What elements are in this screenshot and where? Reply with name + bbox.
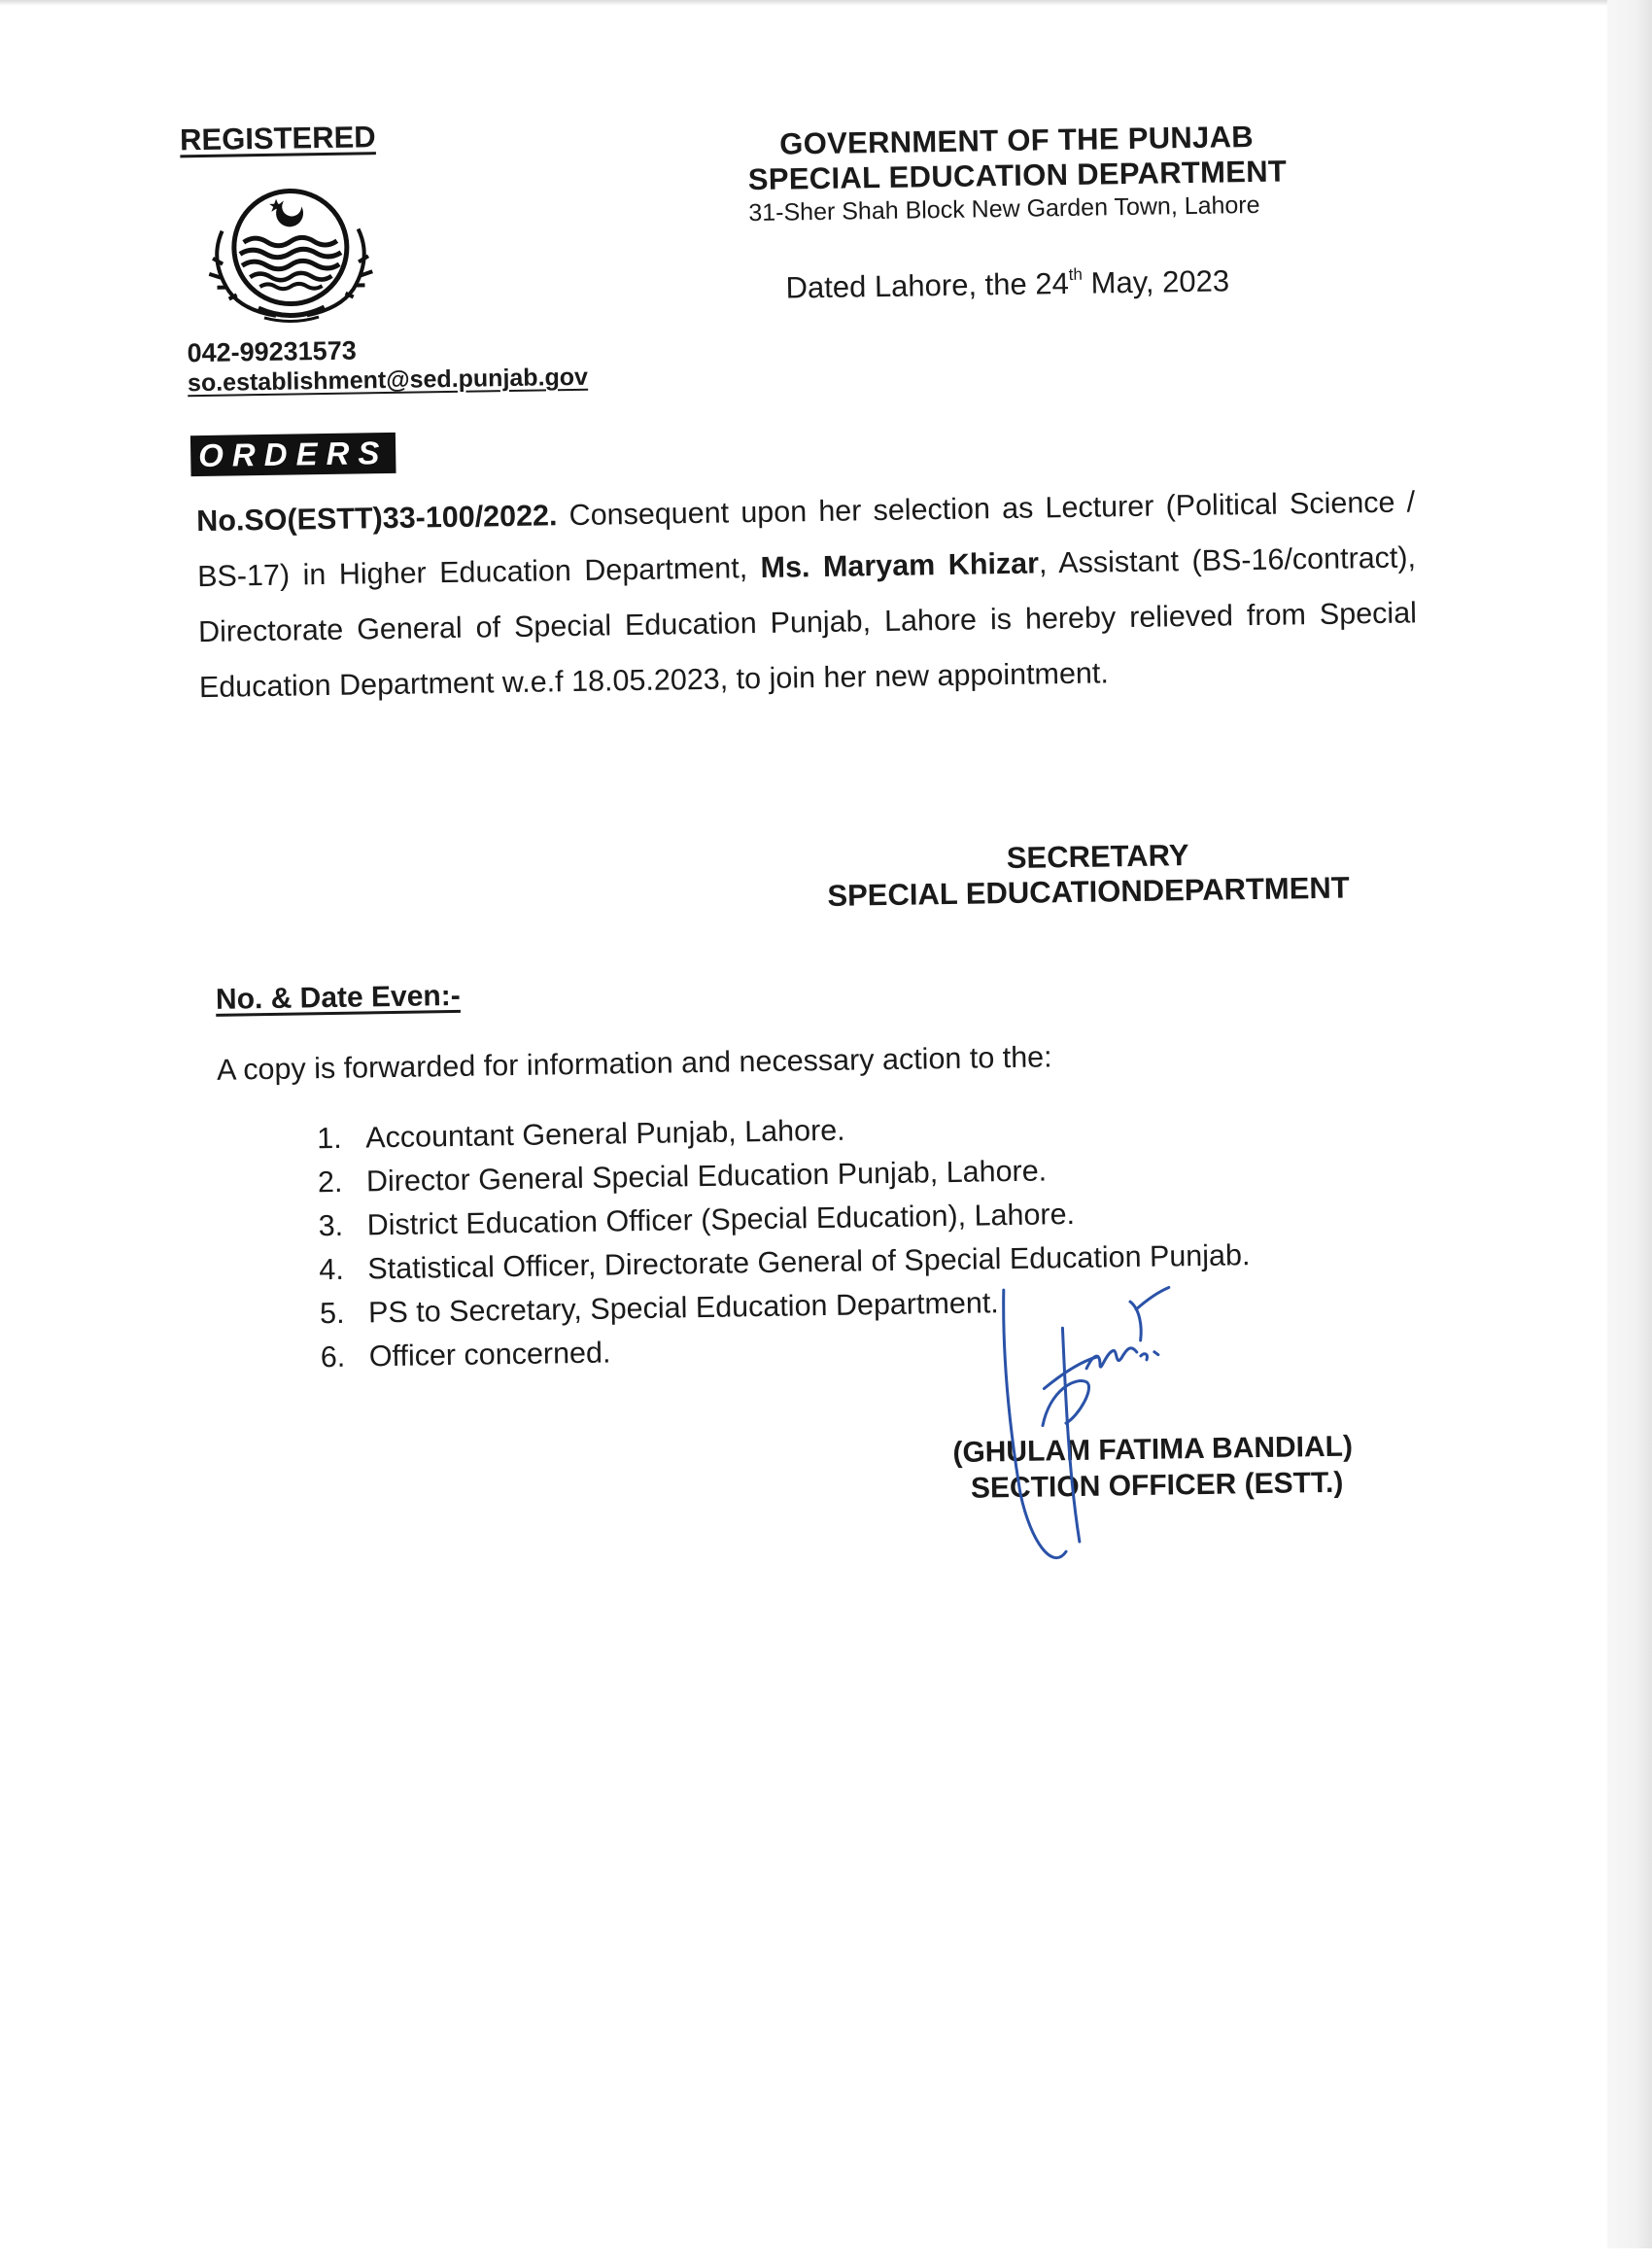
signatory-department: SPECIAL EDUCATIONDEPARTMENT bbox=[827, 870, 1350, 913]
list-item-text: Director General Special Education Punjab, Lahore. bbox=[365, 1154, 1048, 1199]
officer-name: (GHULAM FATIMA BANDIAL) bbox=[952, 1430, 1354, 1469]
forwarding-intro: A copy is forwarded for information and necessary action to the: bbox=[216, 1040, 1052, 1087]
signatory-title: SECRETARY bbox=[1006, 838, 1189, 876]
registered-label: REGISTERED bbox=[179, 120, 376, 157]
date-prefix: Dated Lahore, the 24 bbox=[785, 265, 1070, 305]
list-item-text: Officer concerned. bbox=[368, 1336, 611, 1374]
list-item-number: 2. bbox=[317, 1165, 343, 1200]
document-date bbox=[785, 263, 1229, 305]
date-ordinal: th bbox=[1068, 264, 1084, 284]
list-item-number: 1. bbox=[317, 1121, 342, 1156]
list-item-text: District Education Officer (Special Education), Lahore. bbox=[366, 1197, 1076, 1242]
list-item-number: 6. bbox=[320, 1339, 346, 1374]
handwritten-signature-icon bbox=[983, 1258, 1231, 1583]
list-item-text: Statistical Officer, Directorate General of Special Education Punjab. bbox=[367, 1238, 1251, 1286]
phone-number: 042-99231573 bbox=[187, 335, 357, 368]
order-paragraph bbox=[196, 474, 1418, 715]
email-address[interactable]: so.establishment@sed.punjab.gov bbox=[187, 363, 589, 398]
list-item-number: 3. bbox=[318, 1208, 344, 1243]
list-item-number: 4. bbox=[319, 1252, 345, 1287]
order-text-part-2: , Assistant (BS-16/contract), Directorate General of Special Education Punjab, Lahore is hereby relieved from Special Education Department w.e.f 18.05.2023, to join her new appointment. bbox=[197, 540, 1418, 705]
punjab-government-logo-icon bbox=[194, 170, 386, 329]
department-heading: SPECIAL EDUCATION DEPARTMENT bbox=[747, 154, 1288, 197]
order-text-part-1: Consequent upon her selection as Lecturer (Political Science / BS-17) in Higher Education Department, bbox=[196, 485, 1416, 594]
date-suffix: May, 2023 bbox=[1082, 263, 1230, 300]
list-item-text: Accountant General Punjab, Lahore. bbox=[364, 1113, 845, 1155]
forwarding-heading: No. & Date Even:- bbox=[215, 979, 461, 1016]
department-address: 31-Sher Shah Block New Garden Town, Lahore bbox=[748, 191, 1260, 227]
list-item-number: 5. bbox=[319, 1296, 345, 1331]
orders-label: ORDERS bbox=[190, 433, 396, 476]
list-item-text: PS to Secretary, Special Education Department. bbox=[367, 1286, 1000, 1330]
employee-name: Ms. Maryam Khizar bbox=[760, 546, 1040, 584]
government-heading: GOVERNMENT OF THE PUNJAB bbox=[778, 119, 1255, 161]
officer-title: SECTION OFFICER (ESTT.) bbox=[970, 1466, 1344, 1505]
order-number: No.SO(ESTT)33-100/2022. bbox=[196, 499, 558, 539]
